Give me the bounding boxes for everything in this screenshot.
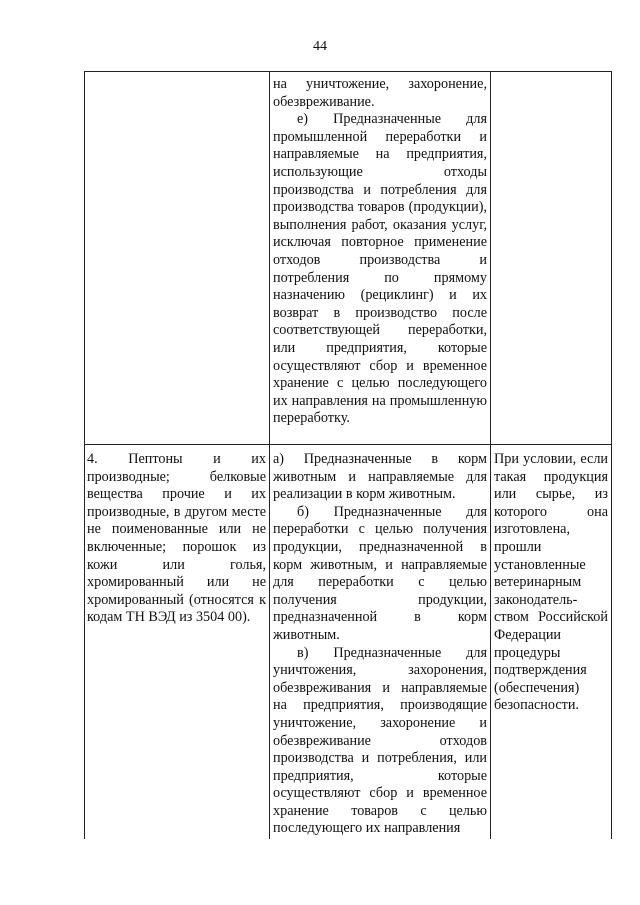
- row-4-condition: При условии, если такая продукция или сырье, из которого она изготовлена, прошли установленные ветеринарным законодатель-ством Российской Федерации процедуры подтверждения (обеспечения) безопасности.: [494, 451, 608, 714]
- row-4-product-name: 4. Пептоны и их производные; белковые вещества прочие и их производные, в другом месте не поименованные или не включенные; порошок из кожи или голья, хромированный или не хромированный (относятся к кодам ТН ВЭД из 3504 00).: [87, 451, 266, 626]
- row-divider: [84, 444, 612, 445]
- regulation-table: [84, 71, 612, 839]
- column-divider-2: [490, 71, 491, 839]
- row-4-paragraph-v: в) Предназначенные для уничтожения, захоронения, обезвреживания и направляемые на предприятия, производящие уничтожение, захоронение и обезвреживание отходов производства и потребления, или предприятия, которые осуществляют сбор и временное хранение товаров с целью последующего их направления: [273, 644, 487, 837]
- table-right-border: [611, 71, 612, 839]
- table-top-border: [84, 71, 612, 72]
- continued-paragraph-tail: на уничтожение, захоронение, обезвреживание.: [273, 76, 487, 110]
- continued-row-description: [273, 76, 487, 428]
- row-4-paragraph-b: б) Предназначенные для переработки с целью получения продукции, предназначенной в корм животным, и направляемые для переработки с целью получения продукции, предназначенной в корм животным.: [273, 503, 487, 643]
- column-divider-1: [269, 71, 270, 839]
- table-left-border: [84, 71, 85, 839]
- row-4-paragraph-a: а) Предназначенные в корм животным и направляемые для реализации в корм животным.: [273, 451, 487, 503]
- page-number: 44: [313, 39, 327, 54]
- continued-paragraph-e: е) Предназначенные для промышленной переработки и направляемые на предприятия, использующие отходы производства и потребления для производства товаров (продукции), выполнения работ, оказания услуг, исключая повторное применение отходов производства и потребления по прямому назначению (рециклинг) и их возврат в производство после соответствующей переработки, или предприятия, которые осуществляют сбор и временное хранение с целью последующего их направления на промышленную переработку.: [273, 111, 487, 427]
- row-4-description: [273, 451, 487, 838]
